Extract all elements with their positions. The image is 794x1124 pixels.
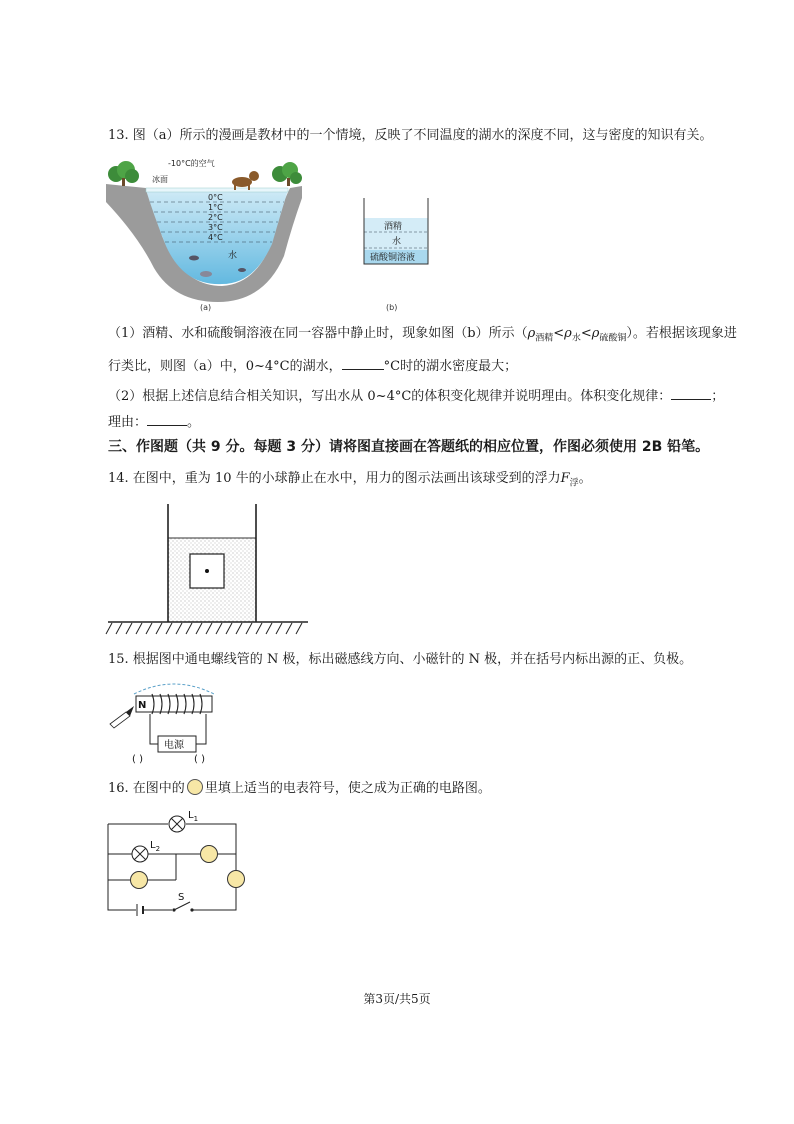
figure-q16-circuit (100, 806, 250, 916)
q15-stem: 15. 根据图中通电螺线管的 N 极，标出磁感线方向、小磁针的 N 极，并在括号内标出源的正、负极。 (108, 652, 693, 667)
q16-stem: 16. 在图中的 里填上适当的电表符号，使之成为正确的电路图。 (108, 781, 491, 796)
solenoid-n-pole: N (138, 700, 147, 711)
dog-icon (232, 171, 259, 190)
page-footer: 第3页/共5页 (363, 992, 431, 1006)
temp-3: 3°C (208, 223, 223, 232)
field-line-dashed (134, 684, 214, 694)
temp-2: 2°C (208, 213, 223, 222)
figure-b-beaker (356, 196, 436, 312)
q13-part2-line2: 理由： 。 (108, 412, 200, 431)
ground-hatch (106, 623, 302, 634)
q13-part2-line1: （2）根据上述信息结合相关知识，写出水从 0~4°C的体积变化规律并说明理由。体积变化规律： ； (108, 386, 724, 405)
rock-icon (200, 271, 212, 277)
ice-label: 冰面 (152, 175, 168, 184)
figure-q14-container (104, 504, 314, 640)
temp-1: 1°C (208, 203, 223, 212)
power-source-label: 电源 (164, 740, 184, 751)
temp-4: 4°C (208, 233, 223, 242)
section-3-title: 三、作图题（共 9 分。每题 3 分）请将图直接画在答题纸的相应位置，作图必须使用 2B 铅笔。 (108, 439, 710, 455)
fish-icon (238, 268, 246, 272)
q13-part1-line2: 行类比，则图（a）中，0~4°C的湖水， °C时的湖水密度最大； (108, 356, 517, 375)
meter-placeholder-1[interactable] (201, 846, 218, 863)
lamp-l1-icon (169, 816, 185, 832)
bracket-right: ( ) (194, 754, 205, 765)
lamp-l2-icon (132, 846, 148, 862)
air-label: -10°C的空气 (168, 159, 215, 168)
tree-right-icon (272, 162, 302, 186)
ice-surface (146, 188, 288, 192)
lamp-l2-label: $L_2$ (150, 840, 161, 853)
q13-stem: 13. 图（a）所示的漫画是教材中的一个情境，反映了不同温度的湖水的深度不同，这与密度的知识有关。 (108, 128, 713, 143)
ball-center-dot (205, 569, 209, 573)
layer-water: 水 (392, 237, 402, 247)
lamp-l1-label: $L_1$ (188, 810, 199, 823)
layer-copper-sulfate: 硫酸铜溶液 (370, 253, 416, 263)
solenoid-core (136, 696, 212, 712)
switch-label: S (178, 892, 185, 903)
q13-part1-line1: （1）酒精、水和硫酸铜溶液在同一容器中静止时，现象如图（b）所示$(\rho_{酒精}<\rho_水<\rho_{硫酸铜})$。若根据该现象进 (108, 326, 737, 344)
meter-placeholder-icon (187, 779, 203, 795)
q14-stem: 14. 在图中，重为 10 牛的小球静止在水中，用力的图示法画出该球受到的浮力$F_浮$。 (108, 471, 592, 489)
figure-a-lake (104, 156, 304, 312)
meter-placeholder-2[interactable] (131, 872, 148, 889)
caption-b: (b) (386, 303, 398, 312)
bracket-left: ( ) (132, 754, 143, 765)
answer-blank[interactable] (342, 356, 384, 370)
fish-icon (189, 256, 199, 261)
wire-top (108, 824, 236, 870)
answer-blank[interactable] (147, 412, 187, 426)
tree-left-icon (108, 161, 139, 186)
layer-alcohol: 酒精 (384, 222, 403, 232)
water-label: 水 (228, 251, 238, 261)
meter-placeholder-3[interactable] (228, 871, 245, 888)
figure-q15-solenoid (102, 672, 232, 768)
temp-0: 0°C (208, 193, 223, 202)
answer-blank[interactable] (671, 386, 711, 400)
compass-needle-icon (110, 706, 134, 728)
switch-icon (172, 902, 193, 912)
caption-a: (a) (200, 303, 212, 312)
battery-icon (137, 904, 143, 916)
